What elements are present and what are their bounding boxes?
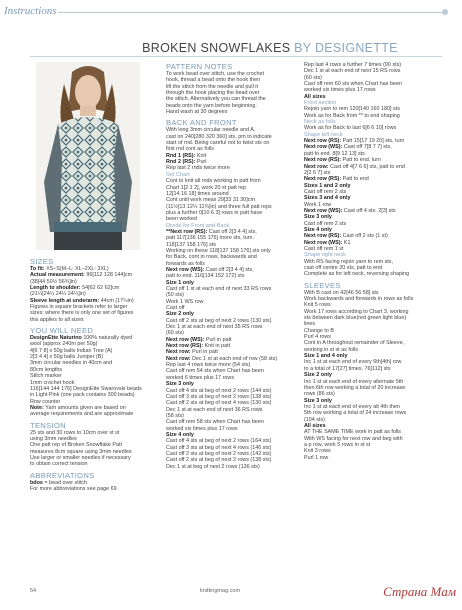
line-text: 25 sts and 30 rows to 10cm over st st xyxy=(30,429,120,436)
line-text: beads onto the yarn before beginning. xyxy=(166,102,257,109)
bold-label: Next row (WS): xyxy=(166,336,206,343)
line-text: for Back, cont in rows, backwards and xyxy=(166,254,257,261)
line-text: Yarn amounts given are based on xyxy=(45,404,126,411)
line-text: 116[144 144 176] DesignEtte Swarovski beads xyxy=(30,385,142,392)
line-text: average requirements and are approximate xyxy=(30,411,134,418)
line-text: (21¼[24¼ 24¼ 24¼]in) xyxy=(30,291,86,298)
text-line: Divide for Front and Back xyxy=(166,222,230,229)
line-text: to a total of 17[27] times. 76[112] sts xyxy=(304,365,391,372)
line-text: Work as for Back to last 6[6 6 10] rows xyxy=(304,125,397,132)
line-text: wool (approx 240m per 50g) xyxy=(30,341,98,348)
bold-label: Length to shoulder: xyxy=(30,285,83,292)
line-text: Cast off 2 sts (1 st) xyxy=(342,233,388,240)
line-text: Inc 1 st at each end of every 6th[4th] row xyxy=(304,359,402,366)
text-line xyxy=(166,109,302,115)
line-text: Stitch marker xyxy=(30,373,62,380)
model-illustration xyxy=(36,62,140,250)
line-text: Knit xyxy=(196,152,207,159)
left-column xyxy=(30,254,152,492)
need-list xyxy=(30,335,152,417)
line-text: patt to end. 8[9 12 13] sts xyxy=(304,150,365,157)
line-text: Work 17 rows according to Chart 3, working xyxy=(304,308,409,315)
line-text: Working on these 118[137 158 176] sts only xyxy=(166,247,271,254)
line-text: a p row, work 5 rows in st st xyxy=(304,441,371,448)
bold-label: bdos xyxy=(30,479,45,486)
line-text: using 3mm needles xyxy=(30,435,77,442)
line-text: With RS facing rejoin yarn to rem sts, xyxy=(304,258,393,265)
bold-label: Note: xyxy=(30,404,46,411)
line-text: in Light Pink (one pack contains 300 beads) xyxy=(30,392,135,399)
bold-label: Sizes 3 and 4 only xyxy=(304,195,351,202)
pattern-notes-heading: PATTERN NOTES xyxy=(166,62,233,71)
line-text: (50 sts) xyxy=(166,292,184,299)
line-text: = bead over stitch xyxy=(44,479,88,486)
abbreviations-list xyxy=(30,480,152,493)
line-text: 96[112 128 144]cm xyxy=(86,272,133,279)
bold-label: Next row: xyxy=(166,349,193,356)
line-text: Cast off rem 1 st xyxy=(304,245,344,252)
line-text: Cast off rem 54 sts when Chart has been xyxy=(166,368,264,375)
bold-label: All sizes xyxy=(304,422,326,429)
line-text: (58 sts) xyxy=(166,412,184,419)
line-text: worked 6 times plus 17 rows xyxy=(166,374,235,381)
line-text: Cast off 2[3 4 4] sts, xyxy=(208,228,257,235)
line-text: Use larger or smaller needles if necessary xyxy=(30,454,131,461)
line-text: K1 xyxy=(343,239,351,246)
line-text: 3mm circular needles in 40cm and xyxy=(30,360,113,367)
bold-label: Size 2 only xyxy=(166,311,194,318)
page-title xyxy=(100,41,440,55)
line-text: Inc 1 st at each end of every alt 4th then xyxy=(304,403,400,410)
line-text: (60 sts) xyxy=(304,74,322,81)
bold-label: Next row (WS): xyxy=(304,239,344,246)
site-url: knittingmag.com xyxy=(200,588,241,594)
line-text: Purl in patt xyxy=(205,336,232,343)
bold-label: **Next row (RS): xyxy=(166,228,209,235)
line-text: Row counter xyxy=(30,398,61,405)
bold-label: All sizes xyxy=(304,93,326,100)
bold-label: Next row (RS): xyxy=(304,176,343,183)
line-text: Patt to end, turn xyxy=(342,157,381,164)
line-text: For more abbreviations see page 69 xyxy=(30,485,117,492)
line-text: 4[6 7 8] x 50g balls Indian Tree (A) xyxy=(30,347,113,354)
line-text: Cast off 4[7 6 6] sts, patt to end xyxy=(330,163,405,170)
bold-label: Size 4 only xyxy=(166,431,194,438)
bold-label: Sleeve length at underarm: xyxy=(30,297,101,304)
back-front-heading: BACK AND FRONT xyxy=(166,118,237,128)
text-line: Neck as folls xyxy=(304,119,336,126)
bold-label: Next row (WS): xyxy=(304,144,344,151)
line-text: Cast off 4 sts. 2[3] sts xyxy=(343,207,396,214)
text-line xyxy=(304,271,444,277)
bold-label: Sizes 1 and 2 only xyxy=(304,182,351,189)
text-line xyxy=(30,317,152,323)
line-text: (38[44 50½ 56¾]in) xyxy=(30,278,77,285)
line-text: Work as for Back from ** to end shaping xyxy=(304,112,400,119)
bold-label: Size 1 and 4 only xyxy=(304,353,348,360)
page-number: 54 xyxy=(30,588,37,594)
section-title: Instructions xyxy=(4,5,57,17)
line-text: to obtain correct tension xyxy=(30,461,88,468)
line-text: Knit 3 rows xyxy=(304,448,331,455)
line-text: Cont to knit all rnds working in patt from xyxy=(166,178,261,185)
line-text: One patt rep of Broken Snowflake Patt xyxy=(30,442,122,449)
line-text: Cast off 2 sts at beg of next 4 rows (130 sts) xyxy=(166,400,272,407)
line-text: plus a further 0[10 6 3] rows in patt have xyxy=(166,209,263,216)
continued-list xyxy=(304,62,444,278)
line-text: lines xyxy=(304,321,316,328)
line-text: Cast off xyxy=(166,305,185,312)
text-line xyxy=(304,455,444,461)
line-text: worked six times plus 17 rows xyxy=(166,425,238,432)
line-text: 54[62 62 62]cm xyxy=(82,285,120,292)
bold-label: Next row (RS): xyxy=(304,138,343,145)
designer-name: BY DESIGNETTE xyxy=(294,41,398,55)
text-line: Set Chart xyxy=(166,171,190,178)
bold-label: To fit: xyxy=(30,266,47,272)
line-text: forwards as folls xyxy=(166,260,205,267)
line-text: Work 1 row xyxy=(304,201,332,208)
line-text: the stitch. Alternatively you can thread the xyxy=(166,96,266,103)
line-text: Chart 1[2 1 2], work 20 st patt rep xyxy=(166,184,247,191)
line-text: Cast off rem 2 sts xyxy=(304,188,347,195)
line-text: Change to B xyxy=(304,327,334,334)
line-text: (11½[13 12¼ 11¾]in) and three full patt reps xyxy=(166,203,272,210)
text-line: Shape right neck xyxy=(304,252,346,259)
line-text: Cont in A throughout remainder of Sleeve, xyxy=(304,340,405,347)
line-text: XS–S(M–L: XL–2XL: 3XL) xyxy=(46,266,109,272)
line-text: With B cast on 42[46 56 58] sts xyxy=(304,289,379,296)
bold-label: Rnd 1 (RS): xyxy=(166,152,197,159)
pattern-name: BROKEN SNOWFLAKES xyxy=(142,41,291,55)
tension-list xyxy=(30,430,152,468)
line-text: hook, thread a bead onto the hook then xyxy=(166,77,261,84)
line-text: this applies to all sizes xyxy=(30,316,84,323)
line-text: Rep last 4 rows twice more (54 sts) xyxy=(166,362,251,369)
text-line xyxy=(166,464,302,470)
line-text: Patt 15[17 19 20] sts, turn xyxy=(342,138,405,145)
line-text: AT THE SAME TIME work in patt as folls xyxy=(304,429,401,436)
line-text: patt 117[136 155 175] more sts, turn. xyxy=(166,235,255,242)
text-line: Shape left neck xyxy=(304,131,343,138)
line-text: rows (86 sts) xyxy=(304,391,335,398)
bold-label: Next row (RS): xyxy=(166,343,205,350)
line-text: worked six times plus 17 rows xyxy=(304,87,376,94)
watermark: Страна Мам xyxy=(383,584,456,599)
line-text: Dec 1 st at each end of next 35 RS rows xyxy=(166,324,263,331)
line-text: Cast off 2[3 4 4] sts, xyxy=(205,266,254,273)
bold-label: Next row (RS): xyxy=(304,157,343,164)
line-text: (104 sts) xyxy=(304,416,325,423)
line-text: Work backwards and forwards in rows as folls xyxy=(304,296,414,303)
line-text: (60 sts) xyxy=(166,330,184,337)
line-text: To work bead over stitch, use the crochet xyxy=(166,71,264,77)
line-text: Cast off 4 sts at beg of next 2 rows (164 sts) xyxy=(166,438,272,445)
text-line xyxy=(30,461,152,467)
bold-label: Size 4 only xyxy=(304,226,332,233)
line-text: Work 1 WS row xyxy=(166,298,204,305)
bold-label: Size 3 only xyxy=(166,381,194,388)
line-text: Cast off rem 2 sts xyxy=(304,220,347,227)
line-text: Cast off rem 58 sts when Chart has been xyxy=(166,419,264,426)
line-text: 12[14 16 18] times around xyxy=(166,190,229,197)
line-text: 118[137 158 176] sts xyxy=(166,241,216,248)
sleeves-list xyxy=(304,290,444,461)
line-text: sts between dark blue(red green light blue) xyxy=(304,315,407,322)
bold-label: Actual measurement: xyxy=(30,272,87,279)
bold-label: Next row: xyxy=(304,163,331,170)
header-bar xyxy=(0,0,462,30)
line-text: working in st st as folls xyxy=(304,346,358,353)
footer xyxy=(0,586,462,610)
text-line xyxy=(30,411,152,417)
line-text: Cast off rem 60 sts when Chart has been xyxy=(304,81,402,88)
line-text: through the hook placing the bead over xyxy=(166,90,260,97)
bold-label: Size 2 only xyxy=(304,372,332,379)
bold-label: Size 3 only xyxy=(304,397,332,404)
line-text: Purl xyxy=(196,159,207,166)
line-text: Cast off 2 sts at beg of next 2 rows (130 sts) xyxy=(166,317,272,324)
bold-label: Size 3 only xyxy=(304,214,332,221)
line-text: Figures in square brackets refer to larger xyxy=(30,304,128,311)
line-text: 1mm crochet hook xyxy=(30,379,75,386)
line-text: been worked xyxy=(166,216,197,223)
line-text: Cast off 3 sts at beg of next 2 rows (138 sts) xyxy=(166,393,272,400)
bold-label: Size 1 only xyxy=(166,279,194,286)
line-text: 2[2 6 7] sts xyxy=(304,169,331,176)
title-rule xyxy=(30,56,442,57)
model-photo xyxy=(36,62,140,250)
line-text: then 6th row working a total of 20 increase xyxy=(304,384,406,391)
line-text: 100% naturally dyed xyxy=(83,335,133,342)
line-text: start of rnd. Being careful not to twist sts on xyxy=(166,140,270,147)
line-text: Cont until work meas 29[33 31 30]cm xyxy=(166,197,255,204)
line-text: measures 8cm square using 3mm needles xyxy=(30,448,132,455)
line-text: Cast off 3 sts at beg of next 4 rows (146 sts) xyxy=(166,444,272,451)
line-text: 80cm lengths xyxy=(30,366,63,373)
bold-label: DesignEtte Naturino xyxy=(30,335,84,342)
right-column xyxy=(304,62,444,461)
line-text: Cast off 4 sts at beg of next 2 rows (144 sts) xyxy=(166,387,272,394)
line-text: 5th row working a total of 24 increase rows xyxy=(304,410,407,417)
sleeves-heading: SLEEVES xyxy=(304,280,341,290)
line-text: Cast off 7[8 7 7] sts, xyxy=(343,144,392,151)
line-text: sizes; where there is only one set of figures xyxy=(30,310,134,317)
abbreviations-heading: ABBREVIATIONS xyxy=(30,470,95,480)
line-text: Purl in patt xyxy=(192,349,218,356)
line-text: Purl 4 rows xyxy=(304,334,331,341)
line-text: first rnd cont as folls xyxy=(166,146,214,153)
middle-column xyxy=(166,62,302,470)
line-text: 44cm (17¼in) xyxy=(100,297,134,304)
line-text: Knit in patt xyxy=(204,343,231,350)
bold-label: Next row: xyxy=(166,355,193,362)
line-text: Rep last 2 rnds twice more xyxy=(166,165,230,172)
line-text: cast on 240[280 320 360] sts, pm to indicate xyxy=(166,133,272,140)
line-text: Dec 1 st at beg of next 2 rows (136 sts) xyxy=(166,463,260,470)
line-text: Hand wash at 30 degrees xyxy=(166,109,228,116)
line-text: Inc 1 st at each end of every alternate 5th xyxy=(304,378,404,385)
need-heading: YOU WILL NEED xyxy=(30,326,94,336)
line-text: With long 3mm circular needle and A, xyxy=(166,127,256,134)
bold-label: Next row (RS): xyxy=(304,233,343,240)
header-dot xyxy=(442,9,448,15)
line-text: Cast off 1 st at each end of next 33 RS rows xyxy=(166,286,272,292)
line-text: Cast off 2 sts at beg of next 2 rows (142 sts) xyxy=(166,450,272,457)
line-text: Dec 1 st at each end of next 15 RS rows xyxy=(304,68,401,75)
line-text: With WS facing for next row and beg with xyxy=(304,435,403,442)
line-text: Purl 1 row xyxy=(304,454,329,461)
line-text: Knit 5 rows xyxy=(304,302,331,309)
line-text: Rep last 4 rows a further 7 times (90 sts) xyxy=(304,62,402,68)
back-front-list xyxy=(166,127,302,470)
header-rule xyxy=(58,12,442,13)
line-text: Rejoin yarn to rem 120[140 160 180] sts xyxy=(304,106,400,113)
line-text: Dec 1 st at each end of next 36 RS rows xyxy=(166,406,263,413)
bold-label: Next row (WS): xyxy=(304,207,344,214)
line-text: lift the stitch from the needle and pull it xyxy=(166,83,258,90)
line-text: Cast off 2 sts at beg of next 2 rows (138 sts) xyxy=(166,457,272,464)
line-text: cast off centre 20 sts, patt to end xyxy=(304,265,383,271)
line-text: patt to end. 116[134 152 172] sts xyxy=(166,273,245,280)
line-text: 2[3 4 4] x 50g balls Juniper (B) xyxy=(30,354,104,361)
pattern-notes-list xyxy=(166,71,302,115)
line-text: Patt to end xyxy=(342,176,369,183)
sizes-list xyxy=(30,266,152,323)
bold-label: Next row (WS): xyxy=(166,266,206,273)
text-line xyxy=(30,486,152,492)
tension-heading: TENSION xyxy=(30,420,66,430)
line-text: Dec 1 st at each end of row (58 sts) xyxy=(192,355,278,362)
bold-label: Rnd 2 (RS): xyxy=(166,159,197,166)
text-line: Front section xyxy=(304,100,337,107)
line-text: Complete as for left neck, reversing shaping xyxy=(304,271,410,278)
sizes-heading: SIZES xyxy=(30,257,54,266)
